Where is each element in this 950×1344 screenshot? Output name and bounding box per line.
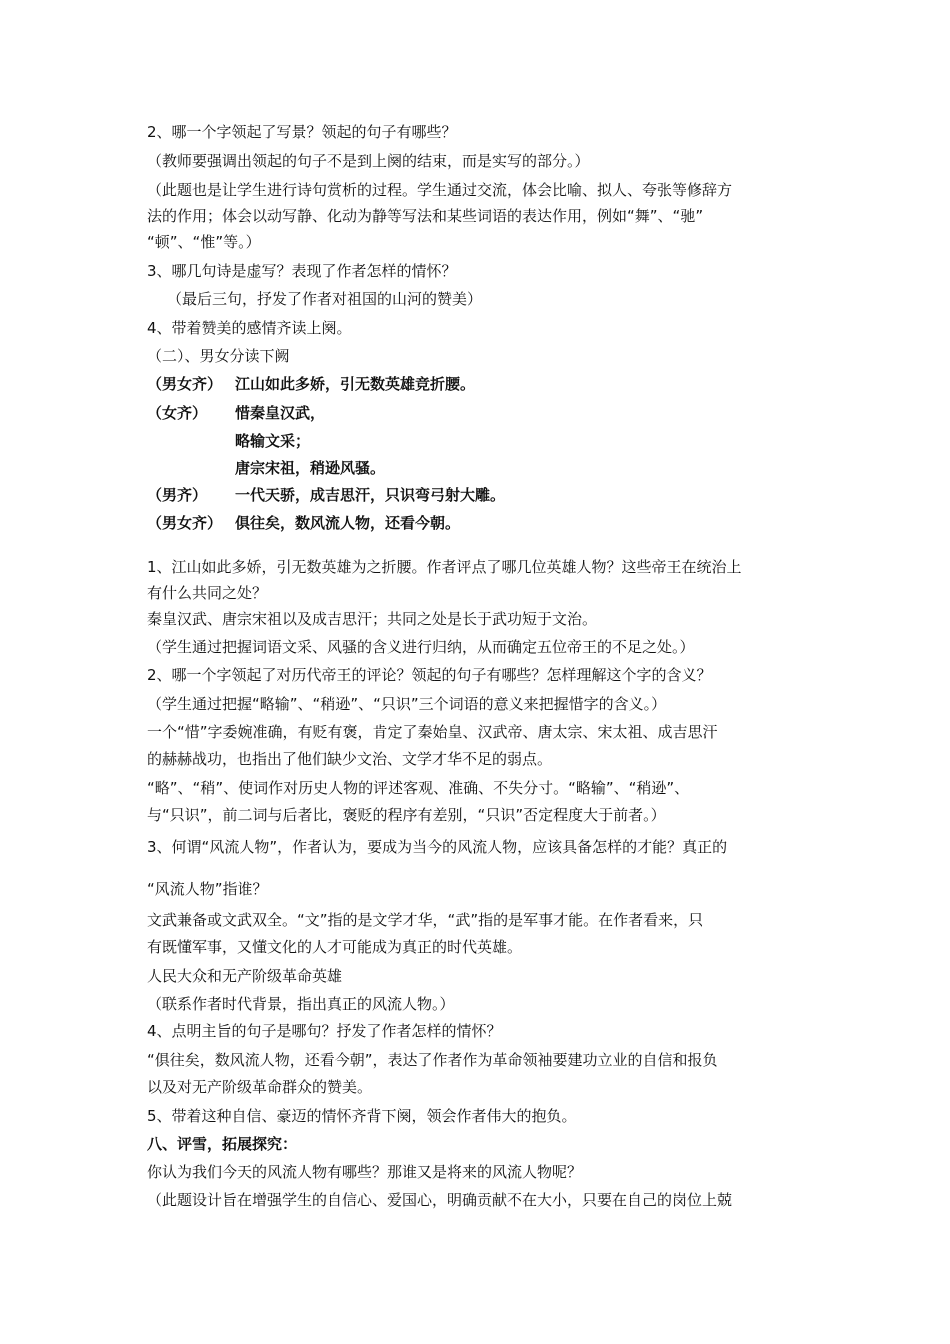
answer-3: （最后三句，抒发了作者对祖国的山河的赞美）	[167, 290, 483, 308]
answer-3: 人民大众和无产阶级革命英雄	[147, 967, 343, 985]
reading-text: 俱往矣，数风流人物，还看今朝。	[235, 514, 461, 532]
analysis-line: “顿”、“惟”等。）	[147, 233, 261, 251]
answer-4: “俱往矣，数风流人物，还看今朝”，表达了作者作为革命领袖要建功立业的自信和报负	[147, 1051, 718, 1069]
reading-line	[147, 486, 505, 504]
section-heading-extend: 八、评雪，拓展探究：	[147, 1135, 298, 1153]
reading-role: （女齐）	[147, 404, 208, 422]
question-4-read: 4、带着赞美的感情齐读上阕。	[147, 319, 352, 337]
reading-text: 略输文采；	[235, 432, 311, 450]
answer-3: 文武兼备或文武双全。“文”指的是文学才华，“武”指的是军事才能。在作者看来，只	[147, 911, 704, 929]
reading-text: 唐宗宋祖，稍逊风骚。	[235, 459, 386, 477]
note-2: （学生通过把握“略输”、“稍逊”、“只识”三个词语的意义来把握惜字的含义。）	[147, 695, 667, 713]
question-3-virtual: 3、哪几句诗是虚写？表现了作者怎样的情怀？	[147, 262, 457, 280]
reading-text: 一代天骄，成吉思汗，只识弯弓射大雕。	[235, 486, 506, 504]
extend-question: 你认为我们今天的风流人物有哪些？那谁又是将来的风流人物呢？	[147, 1163, 583, 1181]
note-1: （学生通过把握词语文采、风骚的含义进行归纳，从而确定五位帝王的不足之处。）	[147, 638, 695, 656]
question-3-fengliu: 3、何谓“风流人物”，作者认为，要成为当今的风流人物，应该具备怎样的才能？真正的	[147, 838, 728, 856]
question-1-heroes: 1、江山如此多娇，引无数英雄为之折腰。作者评点了哪几位英雄人物？这些帝王在统治上	[147, 558, 742, 576]
reading-role: （男女齐）	[147, 514, 223, 532]
question-4-theme: 4、点明主旨的句子是哪句？抒发了作者怎样的情怀？	[147, 1022, 502, 1040]
analysis-line: 法的作用；体会以动写静、化动为静等写法和某些词语的表达作用，例如“舞”、“驰”	[147, 207, 704, 225]
analysis-line: （此题也是让学生进行诗句赏析的过程。学生通过交流，体会比喻、拟人、夸张等修辞方	[147, 181, 733, 199]
answer-2: 与“只识”，前二词与后者比，褒贬的程序有差别，“只识”否定程度大于前者。）	[147, 806, 666, 824]
answer-2: 的赫赫战功，也指出了他们缺少文治、文学才华不足的弱点。	[147, 750, 553, 768]
answer-3: 有既懂军事，又懂文化的人才可能成为真正的时代英雄。	[147, 938, 523, 956]
reading-line	[147, 404, 325, 422]
question-3-fengliu: “风流人物”指谁？	[147, 880, 268, 898]
question-2-scene: 2、哪一个字领起了写景？领起的句子有哪些？	[147, 123, 457, 141]
reading-line	[147, 514, 460, 532]
reading-text: 江山如此多娇，引无数英雄竞折腰。	[235, 375, 476, 393]
answer-4: 以及对无产阶级革命群众的赞美。	[147, 1078, 373, 1096]
answer-2: “略”、“稍”、使词作对历史人物的评述客观、准确、不失分寸。“略输”、“稍逊”、	[147, 779, 690, 797]
question-5-recite: 5、带着这种自信、豪迈的情怀齐背下阕，领会作者伟大的抱负。	[147, 1107, 577, 1125]
extend-note: （此题设计旨在增强学生的自信心、爱国心，明确贡献不在大小，只要在自己的岗位上兢	[147, 1191, 733, 1209]
answer-1: 秦皇汉武、唐宗宋祖以及成吉思汗；共同之处是长于武功短于文治。	[147, 610, 598, 628]
reading-role: （男女齐）	[147, 375, 223, 393]
reading-text: 惜秦皇汉武，	[235, 404, 326, 422]
question-2-xi: 2、哪一个字领起了对历代帝王的评论？领起的句子有哪些？怎样理解这个字的含义？	[147, 666, 712, 684]
reading-line	[147, 375, 475, 393]
teacher-note: （教师要强调出领起的句子不是到上阕的结束，而是实写的部分。）	[147, 152, 590, 170]
section-heading-reading: （二）、男女分读下阙	[147, 347, 290, 365]
answer-2: 一个“惜”字委婉准确，有贬有褒，肯定了秦始皇、汉武帝、唐太宗、宋太祖、成吉思汗	[147, 723, 718, 741]
question-1-heroes: 有什么共同之处？	[147, 584, 268, 602]
note-3: （联系作者时代背景，指出真正的风流人物。）	[147, 995, 455, 1013]
reading-role: （男齐）	[147, 486, 208, 504]
